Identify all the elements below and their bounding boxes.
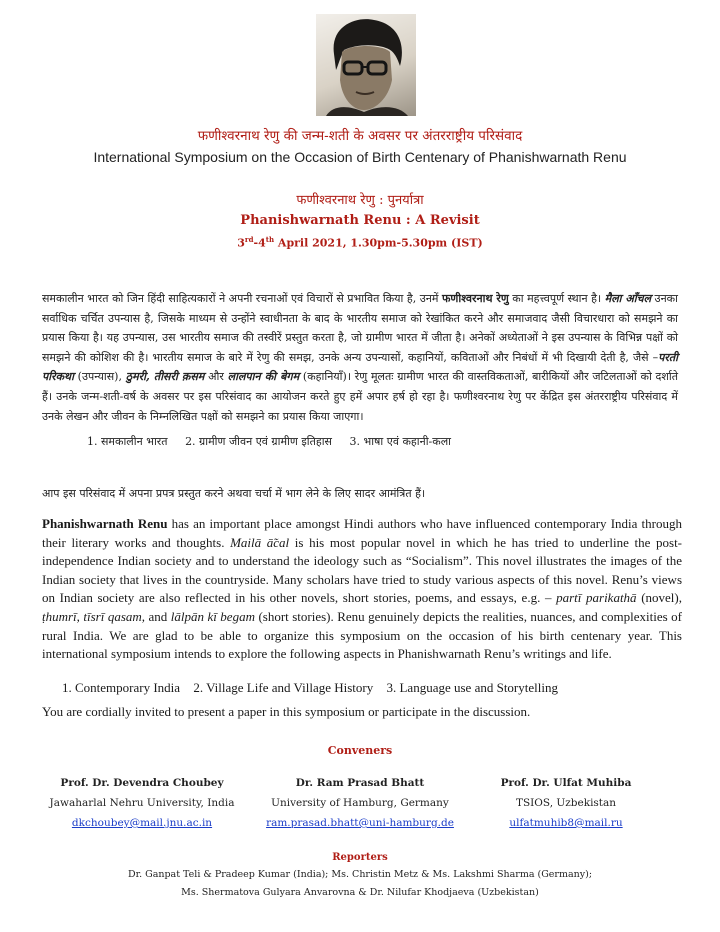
list-item: 3. Language use and Storytelling <box>386 680 558 695</box>
convener-name: Prof. Dr. Devendra Choubey <box>60 777 224 789</box>
description-paragraph-hindi: समकालीन भारत को जिन हिंदी साहित्यकारों ने अपनी रचनाओं एवं विचारों से प्रभावित किया है, उनमें फणीश्वरनाथ रेणु का महत्त्वपूर्ण स्थान है। मैला आँचल उनका सर्वाधिक चर्चित उपन्यास है, जिसके माध्यम से उन्होंने स्वाधीनता के बाद के भारतीय समाज को रेखांकित करने और समाजवाद जैसी विचारधारा को समझने का प्रयास किया है। यह उपन्यास, उस भारतीय समाज की तस्वीरें प्रस्तुत करता है, जो ग्रामीण भारत में जीता है। अनेकों अध्येताओं ने इस उपन्यास के विभिन्न पक्षों को समझने की कोशिश की है। भारतीय समाज के बारे में रेणु की समझ, उनके अन्य उपन्यासों, कहानियों, कविताओं और निबंधों में भी दिखायी देती है, जैसे –परती परिकथा (उपन्यास), ठुमरी, तीसरी क़सम और लालपान की बेगम (कहानियाँ)। रेणु मूलतः ग्रामीण भारत की वास्तविकताओं, बारीकियों और जटिलताओं को दर्शाते हैं। उनके जन्म-शती-वर्ष के अवसर पर इस परिसंवाद का आयोजन करते हुए हमें अपार हर्ष हो रहा है। फणीश्वरनाथ रेणु पर केंद्रित इस अंतरराष्ट्रीय परिसंवाद में उनके लेखन और जीवन के निम्नलिखित पक्षों को समझने का प्रयास किया जाएगा। <box>42 292 678 423</box>
convener-card <box>456 773 676 833</box>
convener-email-link[interactable]: dkchoubey@mail.jnu.ac.in <box>71 817 213 829</box>
symposium-title-hindi: फणीश्वरनाथ रेणु की जन्म-शती के अवसर पर अंतरराष्ट्रीय परिसंवाद <box>197 128 523 144</box>
convener-card <box>250 773 470 833</box>
list-item: 1. समकालीन भारत <box>87 435 168 448</box>
convener-email-link[interactable]: ulfatmuhib8@mail.ru <box>509 817 623 829</box>
symposium-subtitle-english: Phanishwarnath Renu : A Revisit <box>240 213 480 228</box>
symposium-title-english: International Symposium on the Occasion of Birth Centenary of Phanishwarnath Renu <box>93 149 627 165</box>
author-portrait-photo <box>316 14 416 116</box>
reporters-line: Dr. Ganpat Teli & Pradeep Kumar (India); Ms. Christin Metz & Ms. Lakshmi Sharma (Germany); <box>127 869 593 880</box>
convener-name: Dr. Ram Prasad Bhatt <box>295 777 425 789</box>
symposium-date: 3rd-4th April 2021, 1.30pm-5.30pm (IST) <box>237 235 483 250</box>
invitation-english: You are cordially invited to present a paper in this symposium or participate in the discussion. <box>42 704 531 719</box>
description-paragraph-english: Phanishwarnath Renu has an important place amongst Hindi authors who have influenced contemporary India through their literary works and thoughts. Mailā ā̃cal is his most popular novel in which he has tried to underline the post-independence Indian society and to understand the ideology such as “Socialism”. This novel illustrates the images of the Indian society that lives in the countryside. Many scholars have tried to study various aspects of this novel. Renu’s views on Indian society are also reflected in his other novels, short stories, poems, and essays, e.g. – partī parikathā (novel), ṭhumrī, tīsrī qasam, and lālpān kī begam (short stories). Renu genuinely depicts the realities, nuances, and complexities of rural India. We are glad to be able to organize this symposium on the occasion of his birth centenary year. This international symposium intends to explore the following aspects in Phanishwarnath Renu’s writings and life. <box>42 516 683 662</box>
convener-affiliation: TSIOS, Uzbekistan <box>515 797 617 809</box>
list-item: 2. Village Life and Village History <box>193 680 374 695</box>
list-item: 1. Contemporary India <box>62 680 181 695</box>
convener-email-link[interactable]: ram.prasad.bhatt@uni-hamburg.de <box>266 817 454 829</box>
convener-card <box>32 773 252 833</box>
convener-name: Prof. Dr. Ulfat Muhiba <box>500 777 632 789</box>
invitation-hindi: आप इस परिसंवाद में अपना प्रपत्र प्रस्तुत करने अथवा चर्चा में भाग लेने के लिए सादर आमंत्रित हैं। <box>42 487 426 500</box>
convener-affiliation: University of Hamburg, Germany <box>271 797 449 809</box>
list-item: 3. भाषा एवं कहानी-कला <box>349 435 452 448</box>
reporters-heading: Reporters <box>332 852 388 863</box>
symposium-subtitle-hindi: फणीश्वरनाथ रेणु : पुनर्यात्रा <box>296 193 424 208</box>
conveners-heading: Conveners <box>327 744 393 757</box>
topics-list-english <box>62 680 568 696</box>
list-item: 2. ग्रामीण जीवन एवं ग्रामीण इतिहास <box>185 435 332 448</box>
convener-affiliation: Jawaharlal Nehru University, India <box>49 797 235 809</box>
topics-list-hindi <box>87 434 465 449</box>
reporters-line: Ms. Shermatova Gulyara Anvarovna & Dr. Nilufar Khodjaeva (Uzbekistan) <box>181 887 539 898</box>
